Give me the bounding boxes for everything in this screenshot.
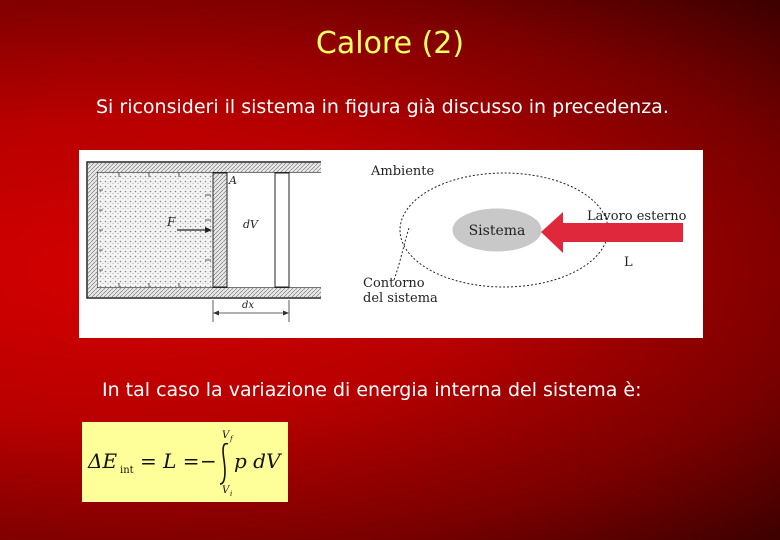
upper-limit: V	[222, 430, 230, 441]
energy-formula	[82, 422, 288, 502]
lower-limit-subscript: i	[230, 490, 233, 498]
upper-limit-subscript: f	[230, 435, 233, 443]
external-work-label: Lavoro esterno	[587, 209, 687, 224]
system-label: Sistema	[468, 223, 526, 239]
figure-svg	[79, 150, 703, 338]
integral-sign	[220, 444, 228, 484]
environment-label: Ambiente	[371, 164, 435, 179]
system-diagram	[394, 173, 683, 287]
boundary-label-line1: Contorno	[363, 276, 425, 291]
volume-change-label: dV	[243, 218, 258, 231]
formula-svg	[82, 422, 288, 502]
formula-integrand: p dV	[234, 449, 281, 473]
formula-lhs-subscript: int	[120, 465, 134, 476]
slide-title: Calore (2)	[315, 26, 465, 61]
work-symbol-label: L	[624, 255, 633, 270]
formula-equals-work: = L =	[140, 449, 200, 473]
intro-text: Si riconsideri il sistema in figura già discusso in precedenza.	[96, 96, 669, 118]
displacement-label: dx	[242, 300, 255, 311]
boundary-label-line2: del sistema	[363, 291, 438, 306]
force-label: F	[167, 215, 176, 229]
conclusion-text: In tal caso la variazione di energia interna del sistema è:	[102, 379, 642, 401]
work-arrow-head	[541, 212, 563, 253]
formula-minus: −	[200, 449, 217, 473]
work-arrow-shaft	[559, 223, 683, 242]
piston-cylinder-drawing	[87, 162, 321, 322]
lower-limit: V	[222, 485, 230, 496]
formula-lhs: ΔE	[88, 449, 118, 473]
area-label: A	[229, 174, 237, 187]
system-figure	[79, 150, 703, 338]
